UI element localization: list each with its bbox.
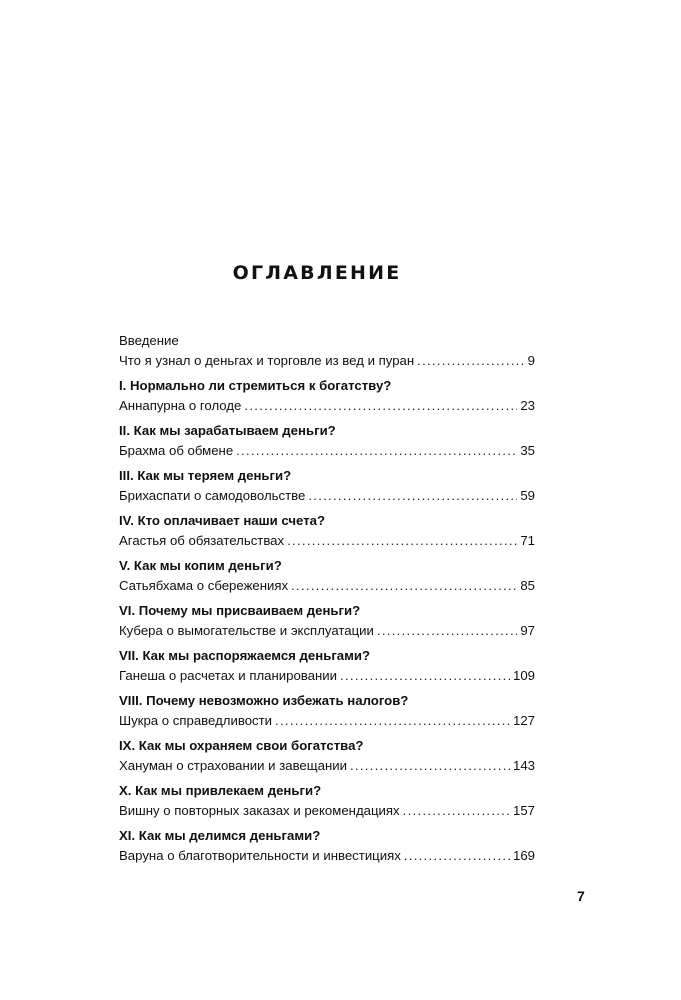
toc-entry-title: Что я узнал о деньгах и торговле из вед и пуран <box>119 353 415 368</box>
toc-page-number: 35 <box>520 443 535 458</box>
dot-leader <box>403 802 510 819</box>
toc-entry-title: Шукра о справедливости <box>119 713 273 728</box>
toc-page-number: 9 <box>527 353 535 368</box>
dot-leader <box>350 757 510 774</box>
toc-section-chapter-9 <box>119 737 535 782</box>
toc-heading: IV. Кто оплачивает наши счета? <box>119 513 326 528</box>
toc-entry-title: Аннапурна о голоде <box>119 398 242 413</box>
toc-section-chapter-7 <box>119 647 535 692</box>
toc-heading: X. Как мы привлекаем деньги? <box>119 783 322 798</box>
toc-heading: IX. Как мы охраняем свои богатства? <box>119 738 364 753</box>
dot-leader <box>287 532 517 549</box>
dot-leader <box>404 847 510 864</box>
toc-heading: II. Как мы зарабатываем деньги? <box>119 423 336 438</box>
toc-page-number: 59 <box>520 488 535 503</box>
toc-entry-title: Брихаспати о самодовольстве <box>119 488 306 503</box>
toc-page-number: 157 <box>512 803 535 818</box>
toc-entry-title: Агастья об обязательствах <box>119 533 285 548</box>
toc-entry[interactable] <box>119 847 535 864</box>
toc-section-chapter-1 <box>119 377 535 422</box>
toc-section-chapter-10 <box>119 782 535 827</box>
toc-entry-title: Хануман о страховании и завещании <box>119 758 347 773</box>
toc-section-introduction <box>119 332 535 377</box>
dot-leader <box>275 712 510 729</box>
toc-section-chapter-8 <box>119 692 535 737</box>
toc-page-number: 109 <box>512 668 535 683</box>
toc-entry[interactable] <box>119 712 535 729</box>
toc-heading: I. Нормально ли стремиться к богатству? <box>119 378 392 393</box>
toc-heading: III. Как мы теряем деньги? <box>119 468 292 483</box>
toc-page-number: 143 <box>512 758 535 773</box>
toc-section-chapter-4 <box>119 512 535 557</box>
toc-entry[interactable] <box>119 487 535 504</box>
toc-entry-title: Вишну о повторных заказах и рекомендациях <box>119 803 400 818</box>
toc-entry-title: Ганеша о расчетах и планировании <box>119 668 338 683</box>
dot-leader <box>340 667 510 684</box>
table-of-contents <box>119 332 535 872</box>
toc-page-number: 127 <box>512 713 535 728</box>
toc-heading: VII. Как мы распоряжаемся деньгами? <box>119 648 371 663</box>
dot-leader <box>244 397 517 414</box>
toc-entry[interactable] <box>119 757 535 774</box>
toc-heading: VIII. Почему невозможно избежать налогов? <box>119 693 409 708</box>
toc-page-number: 71 <box>520 533 535 548</box>
toc-entry-title: Варуна о благотворительности и инвестициях <box>119 848 401 863</box>
toc-heading: VI. Почему мы присваиваем деньги? <box>119 603 361 618</box>
page-title: ОГЛАВЛЕНИЕ <box>232 262 402 284</box>
toc-entry[interactable] <box>119 577 535 594</box>
toc-section-chapter-11 <box>119 827 535 872</box>
toc-entry[interactable] <box>119 442 535 459</box>
toc-page-number: 169 <box>512 848 535 863</box>
toc-page-number: 97 <box>520 623 535 638</box>
toc-section-chapter-3 <box>119 467 535 512</box>
toc-entry[interactable] <box>119 397 535 414</box>
dot-leader <box>417 352 525 369</box>
toc-section-chapter-6 <box>119 602 535 647</box>
page-number: 7 <box>577 888 585 904</box>
toc-page-number: 23 <box>520 398 535 413</box>
toc-section-chapter-2 <box>119 422 535 467</box>
toc-entry[interactable] <box>119 802 535 819</box>
toc-heading: XI. Как мы делимся деньгами? <box>119 828 321 843</box>
toc-heading: Введение <box>119 333 179 348</box>
dot-leader <box>291 577 517 594</box>
toc-entry[interactable] <box>119 352 535 369</box>
toc-heading: V. Как мы копим деньги? <box>119 558 282 573</box>
toc-entry[interactable] <box>119 667 535 684</box>
toc-entry-title: Кубера о вымогательстве и эксплуатации <box>119 623 374 638</box>
toc-entry[interactable] <box>119 532 535 549</box>
dot-leader <box>308 487 517 504</box>
toc-page-number: 85 <box>520 578 535 593</box>
toc-section-chapter-5 <box>119 557 535 602</box>
toc-entry[interactable] <box>119 622 535 639</box>
toc-entry-title: Брахма об обмене <box>119 443 234 458</box>
dot-leader <box>377 622 517 639</box>
dot-leader <box>236 442 517 459</box>
toc-entry-title: Сатьябхама о сбережениях <box>119 578 289 593</box>
